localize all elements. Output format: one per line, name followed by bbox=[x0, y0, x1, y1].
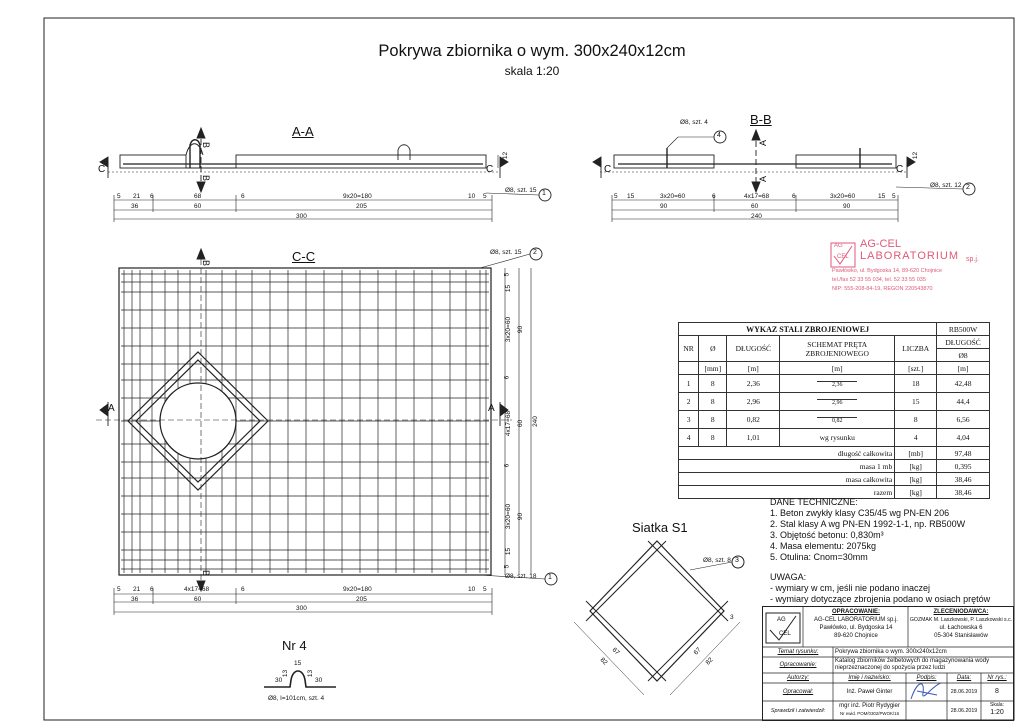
table-cell: [szt.] bbox=[895, 362, 937, 375]
stamp-name2: LABORATORIUM bbox=[860, 250, 959, 262]
marker-b-top-aa: B bbox=[201, 141, 212, 149]
table-cell: 42,48 bbox=[937, 375, 990, 393]
tb-client: ul. Łachowska 6 bbox=[939, 625, 983, 631]
section-cc-label: C-C bbox=[292, 249, 316, 264]
tb-prepared-name: Inż. Paweł Ginter bbox=[846, 689, 893, 695]
summary-value: 97,48 bbox=[937, 447, 990, 460]
marker-a-bottom-bb: A bbox=[758, 175, 769, 183]
bar-no-bb: 2 bbox=[966, 184, 970, 191]
dim: 6 bbox=[503, 463, 511, 468]
table-cell: wg rysunku bbox=[780, 429, 895, 447]
tb-prepared-label: Opracował: bbox=[782, 689, 814, 695]
stamp-name: AG-CEL bbox=[860, 238, 901, 250]
dim: 300 bbox=[296, 213, 307, 220]
dim: 60 bbox=[751, 203, 759, 210]
table-cell: 8 bbox=[699, 411, 727, 429]
summary-value: 38,46 bbox=[937, 473, 990, 486]
bar-label-bb: Ø8, szt. 12 bbox=[930, 182, 962, 189]
table-header: Ø8 bbox=[937, 349, 990, 362]
tb-logo-bottom: CEL bbox=[779, 631, 791, 637]
bar-label-aa: Ø8, szt. 15 bbox=[505, 187, 537, 194]
dim: 5 bbox=[117, 193, 121, 200]
summary-label: razem bbox=[679, 486, 895, 499]
dim: 9x20=180 bbox=[343, 193, 372, 200]
table-cell: 3 bbox=[679, 411, 699, 429]
marker-a-right-cc: A bbox=[488, 403, 495, 414]
summary-unit: [kg] bbox=[895, 460, 937, 473]
marker-a-top-bb: A bbox=[758, 139, 769, 147]
dim: 240 bbox=[751, 213, 762, 220]
dim: 60 bbox=[517, 419, 525, 428]
table-cell: 8 bbox=[895, 411, 937, 429]
tech-item: 3. Objętość betonu: 0,830m³ bbox=[770, 530, 884, 540]
dim: 4x17=68 bbox=[744, 193, 770, 200]
table-cell: 6,56 bbox=[937, 411, 990, 429]
tech-item: 4. Masa elementu: 2075kg bbox=[770, 541, 877, 551]
mesh-s1-drawing bbox=[574, 541, 744, 695]
table-header: Ø bbox=[699, 336, 727, 362]
table-cell: 8 bbox=[699, 375, 727, 393]
dim: 6 bbox=[150, 586, 154, 593]
table-cell: 8 bbox=[699, 393, 727, 411]
technical-data bbox=[770, 497, 990, 605]
summary-value: 38,46 bbox=[937, 486, 990, 499]
table-header: DŁUGOŚĆ bbox=[727, 336, 780, 362]
table-cell bbox=[780, 375, 895, 393]
dim: 21 bbox=[133, 586, 141, 593]
dim: 6 bbox=[792, 193, 796, 200]
tb-developer: 89-620 Chojnice bbox=[834, 633, 878, 639]
bar-no-cc-bottom: 1 bbox=[548, 574, 552, 581]
section-bb-label: B-B bbox=[750, 112, 772, 127]
tb-authors-label: Autorzy: bbox=[786, 675, 809, 681]
marker-b-bottom-cc: B bbox=[201, 569, 212, 577]
notes-heading: UWAGA: bbox=[770, 572, 807, 582]
tb-sheet-no: 8 bbox=[995, 688, 999, 695]
dim: 15 bbox=[505, 284, 513, 293]
section-cc-drawing bbox=[96, 248, 557, 615]
marker-c-left-aa: C bbox=[98, 164, 106, 175]
tb-developer: Pawłówko, ul. Bydgoska 14 bbox=[819, 625, 893, 631]
dim: 300 bbox=[296, 605, 307, 612]
dim: 30 bbox=[315, 677, 323, 684]
dim: 15 bbox=[878, 193, 886, 200]
dim: 21 bbox=[133, 193, 141, 200]
table-cell: 44,4 bbox=[937, 393, 990, 411]
section-nr4-label: Nr 4 bbox=[282, 638, 307, 653]
dim: 3x20=60 bbox=[830, 193, 856, 200]
table-cell: 8 bbox=[699, 429, 727, 447]
table-row bbox=[679, 429, 990, 447]
table-cell: 4,04 bbox=[937, 429, 990, 447]
dim: 12 bbox=[502, 151, 510, 160]
tech-heading: DANE TECHNICZNE: bbox=[770, 497, 858, 507]
bar-label-nr4: Ø8, l=101cm, szt. 4 bbox=[268, 695, 325, 702]
dim: 60 bbox=[194, 596, 202, 603]
table-cell: [m] bbox=[727, 362, 780, 375]
marker-c-left-bb: C bbox=[604, 164, 612, 175]
table-cell: 4 bbox=[895, 429, 937, 447]
tb-developer: AG-CEL LABORATORIUM sp.j. bbox=[814, 617, 898, 623]
summary-row bbox=[679, 447, 990, 460]
bar-schema: 0,82 bbox=[817, 417, 857, 424]
tb-scale: 1:20 bbox=[990, 709, 1004, 716]
dim: 82 bbox=[704, 656, 715, 667]
table-row bbox=[679, 375, 990, 393]
section-mesh-label: Siatka S1 bbox=[632, 520, 688, 535]
bar-schema: 2,36 bbox=[817, 381, 857, 388]
bar-no-bb-top: 4 bbox=[717, 132, 721, 139]
dim: 36 bbox=[131, 596, 139, 603]
section-aa-label: A-A bbox=[292, 124, 314, 139]
dim: 68 bbox=[194, 193, 202, 200]
tb-logo-top: AG bbox=[777, 617, 786, 623]
bar-no-cc-top: 2 bbox=[533, 249, 537, 256]
table-cell: 2,96 bbox=[727, 393, 780, 411]
summary-value: 0,395 bbox=[937, 460, 990, 473]
dim: 67 bbox=[610, 646, 621, 657]
dim: 15 bbox=[627, 193, 635, 200]
signature-mark bbox=[907, 675, 947, 705]
stamp-suffix: sp.j. bbox=[966, 256, 979, 263]
dim: 13 bbox=[307, 669, 315, 678]
table-header: NR bbox=[679, 336, 699, 362]
tech-item: 1. Beton zwykły klasy C35/45 wg PN-EN 206 bbox=[770, 508, 950, 518]
dim: 4x17=68 bbox=[505, 410, 513, 437]
dim: 3 bbox=[730, 614, 734, 621]
tech-item: 2. Stal klasy A wg PN-EN 1992-1-1, np. RB500W bbox=[770, 519, 966, 529]
table-cell: 0,82 bbox=[727, 411, 780, 429]
dim: 6 bbox=[712, 193, 716, 200]
summary-row bbox=[679, 473, 990, 486]
tb-col-name: Imię i nazwisko: bbox=[848, 675, 891, 681]
table-cell bbox=[780, 411, 895, 429]
dim: 6 bbox=[150, 193, 154, 200]
dim: 3x20=60 bbox=[660, 193, 686, 200]
table-header: SCHEMAT PRĘTA ZBROJENIOWEGO bbox=[780, 336, 895, 362]
dim: 5 bbox=[503, 272, 511, 277]
table-cell bbox=[679, 362, 699, 375]
bar-label-cc-bottom: Ø8, szt. 18 bbox=[505, 573, 537, 580]
summary-row bbox=[679, 460, 990, 473]
tb-col-sheet: Nr rys.: bbox=[987, 675, 1007, 681]
table-cell: [mm] bbox=[699, 362, 727, 375]
table-cell: 4 bbox=[679, 429, 699, 447]
dim: 90 bbox=[517, 325, 525, 334]
dim: 90 bbox=[660, 203, 668, 210]
bar-schema: 2,96 bbox=[817, 399, 857, 406]
marker-c-right-aa: C bbox=[486, 164, 494, 175]
table-row bbox=[679, 393, 990, 411]
tb-prepared-date: 28.06.2019 bbox=[950, 689, 978, 695]
dim: 5 bbox=[892, 193, 896, 200]
dim: 36 bbox=[131, 203, 139, 210]
stamp-logo-bottom: CEL bbox=[837, 254, 849, 260]
bar-label-mesh: Ø8, szt. 8 bbox=[703, 557, 731, 564]
dim: 205 bbox=[356, 203, 367, 210]
tb-checked-label: Sprawdził i zatwierdził: bbox=[770, 708, 826, 714]
tb-study: Katalog zbiorników żelbetowych do magazynowania wody nieprzeznaczonej do spożycia przez ludzi bbox=[835, 658, 990, 671]
tb-client: 05-304 Stanisławów bbox=[934, 633, 988, 639]
tb-checked-id: Nr ewid. POM/0302/PWOK/16 bbox=[839, 711, 900, 716]
table-cell: 15 bbox=[895, 393, 937, 411]
dim: 15 bbox=[294, 660, 302, 667]
dim: 15 bbox=[505, 547, 513, 556]
tb-col-date: Data: bbox=[956, 675, 972, 681]
summary-label: długość całkowita bbox=[679, 447, 895, 460]
dim: 5 bbox=[503, 564, 511, 569]
tb-col-sign: Podpis: bbox=[916, 675, 937, 681]
marker-b-top-cc: B bbox=[201, 259, 212, 267]
dim: 82 bbox=[598, 656, 609, 667]
marker-b-bottom-aa: B bbox=[201, 174, 212, 182]
tech-item: 5. Otulina: Cnom=30mm bbox=[770, 552, 868, 562]
dim: 6 bbox=[503, 375, 511, 380]
bar-no-mesh: 3 bbox=[735, 557, 739, 564]
dim: 10 bbox=[468, 193, 476, 200]
table-header: LICZBA bbox=[895, 336, 937, 362]
dim: 12 bbox=[912, 151, 920, 160]
table-cell: 2,36 bbox=[727, 375, 780, 393]
dim: 5 bbox=[483, 193, 487, 200]
bar-no-aa: 1 bbox=[542, 190, 546, 197]
section-bb-drawing bbox=[593, 130, 975, 222]
table-title: WYKAZ STALI ZBROJENIOWEJ bbox=[679, 323, 937, 336]
dim: 67 bbox=[692, 646, 703, 657]
dim: 5 bbox=[614, 193, 618, 200]
summary-label: masa całkowita bbox=[679, 473, 895, 486]
dim: 9x20=180 bbox=[343, 586, 372, 593]
dim: 30 bbox=[275, 677, 283, 684]
table-row bbox=[679, 411, 990, 429]
steel-schedule-table bbox=[678, 322, 990, 499]
tb-client-label: ZLECENIODAWCA: bbox=[933, 609, 989, 615]
title-block bbox=[762, 606, 1014, 721]
dim: 3x20=60 bbox=[505, 503, 513, 530]
summary-label: masa 1 mb bbox=[679, 460, 895, 473]
dim: 90 bbox=[843, 203, 851, 210]
tb-topic-label: Temat rysunku: bbox=[777, 649, 819, 655]
tb-scale-label: Skala: bbox=[990, 702, 1004, 708]
dim: 6 bbox=[241, 586, 245, 593]
tb-client: GOZMAK M. Laszkowski, P. Laszkowski s.c. bbox=[909, 617, 1013, 623]
table-cell: 1 bbox=[679, 375, 699, 393]
table-cell bbox=[780, 393, 895, 411]
dim: 3x20=60 bbox=[505, 316, 513, 343]
marker-c-right-bb: C bbox=[896, 164, 904, 175]
table-header: DŁUGOŚĆ bbox=[937, 336, 990, 349]
dim: 5 bbox=[117, 586, 121, 593]
stamp-line2: tel./fax 52 33 55 034, tel. 52 33 55 035 bbox=[832, 277, 926, 283]
tb-study-label: Opracowanie: bbox=[779, 662, 817, 668]
bar-label-cc-top: Ø8, szt. 15 bbox=[490, 249, 522, 256]
dim: 6 bbox=[241, 193, 245, 200]
stamp-line3: NIP: 555-208-84-19, REGON 220543870 bbox=[832, 286, 933, 292]
dim: 205 bbox=[356, 596, 367, 603]
tb-developer-label: OPRACOWANIE: bbox=[832, 609, 880, 615]
table-cell: 2 bbox=[679, 393, 699, 411]
table-cell: [m] bbox=[780, 362, 895, 375]
tb-topic: Pokrywa zbiornika o wym. 300x240x12cm bbox=[835, 649, 947, 655]
dim: 5 bbox=[483, 586, 487, 593]
tb-checked-name: mgr inż. Piotr Rydygier bbox=[839, 703, 900, 709]
drawing-title: Pokrywa zbiornika o wym. 300x240x12cm bbox=[378, 42, 686, 60]
summary-unit: [mb] bbox=[895, 447, 937, 460]
drawing-scale: skala 1:20 bbox=[504, 64, 560, 78]
marker-a-left-cc: A bbox=[108, 403, 115, 414]
dim: 90 bbox=[517, 512, 525, 521]
dim: 13 bbox=[282, 669, 290, 678]
stamp-line1: Pawłówko, ul. Bydgoska 14, 89-620 Chojnice bbox=[832, 268, 943, 274]
dim: 240 bbox=[531, 416, 539, 427]
summary-unit: [kg] bbox=[895, 486, 937, 499]
table-cell: 1,01 bbox=[727, 429, 780, 447]
table-header: RB500W bbox=[937, 323, 990, 336]
dim: 60 bbox=[194, 203, 202, 210]
table-cell: [m] bbox=[937, 362, 990, 375]
dim: 4x17=68 bbox=[184, 586, 210, 593]
table-cell: 18 bbox=[895, 375, 937, 393]
bar-label-bb-top: Ø8, szt. 4 bbox=[680, 119, 708, 126]
note-item: - wymiary w cm, jeśli nie podano inaczej bbox=[770, 583, 931, 593]
section-aa-drawing bbox=[100, 128, 551, 222]
summary-unit: [kg] bbox=[895, 473, 937, 486]
dim: 10 bbox=[468, 586, 476, 593]
stamp-logo-top: AG bbox=[834, 243, 843, 249]
tb-checked-date: 28.06.2019 bbox=[950, 708, 978, 714]
note-item: - wymiary dotyczące zbrojenia podano w osiach prętów bbox=[770, 594, 991, 604]
